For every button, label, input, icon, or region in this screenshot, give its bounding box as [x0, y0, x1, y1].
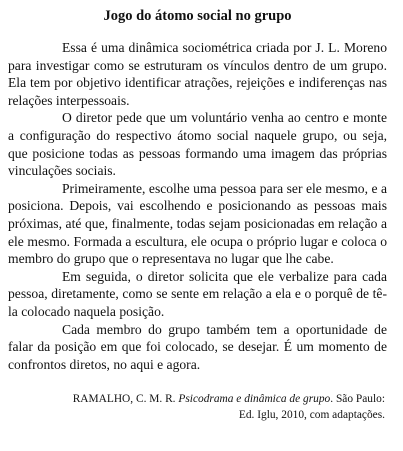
- source-citation: [8, 391, 387, 423]
- citation-work-title: Psicodrama e dinâmica de grupo: [178, 393, 331, 406]
- paragraph-4: Em seguida, o diretor solicita que ele verbalize para cada pessoa, diretamente, como se sente em relação a ela e o porquê de tê-la colocado naquela posição.: [8, 268, 387, 319]
- citation-place: . São Paulo:: [330, 393, 385, 406]
- citation-author: RAMALHO, C. M. R.: [72, 393, 179, 406]
- document-title: Jogo do átomo social no grupo: [103, 8, 292, 24]
- paragraph-5: Cada membro do grupo também tem a oportunidade de falar da posição em que foi colocado, se desejar. É um momento de confrontos diretos, no aqui e agora.: [8, 321, 387, 372]
- document-page: [8, 7, 387, 423]
- paragraph-2: O diretor pede que um voluntário venha ao centro e monte a configuração do respectivo átomo social naquele grupo, ou seja, que posicione todas as pessoas formando uma imagem das próprias vinculações sociais.: [8, 110, 387, 179]
- citation-line-1: [8, 391, 385, 407]
- citation-publisher: Ed. Iglu, 2010, com adaptações.: [238, 409, 385, 422]
- paragraph-1: Essa é uma dinâmica sociométrica criada por J. L. Moreno para investigar como se estruturam os vínculos dentro de um grupo. Ela tem por objetivo identificar atrações, rejeições e indiferenças nas relações interpessoais.: [8, 40, 387, 108]
- paragraph-3: Primeiramente, escolhe uma pessoa para ser ele mesmo, e a posiciona. Depois, vai escolhendo e posicionando as pessoas mais próximas, até que, finalmente, todas sejam posicionadas em relação a ele mesmo. Formada a escultura, ele ocupa o próprio lugar e coloca o membro do grupo que o representava no lugar que lhe cabe.: [8, 180, 387, 267]
